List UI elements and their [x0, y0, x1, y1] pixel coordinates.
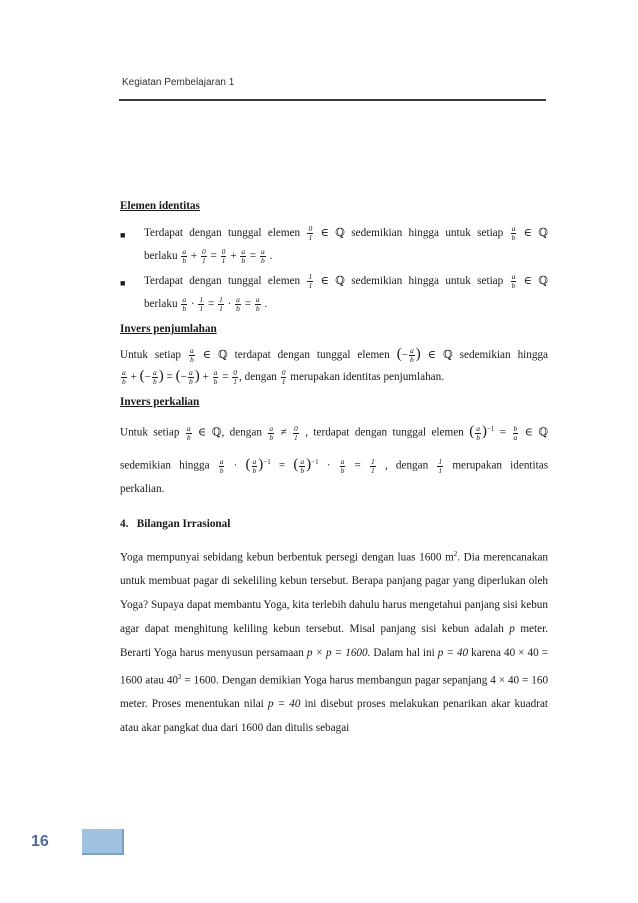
identity-item-2-line1: Terdapat dengan tunggal elemen $\frac{1}{1}$ ∈ ℚ sedemikian hingga untuk setiap $\frac{a}{b}$ ∈ ℚ — [144, 272, 549, 291]
additive-inverse-line1: Untuk setiap $\frac{a}{b}$ ∈ ℚ terdapat dengan tunggal elemen (− $\frac{a}{b}$ ) ∈ ℚ sedemikian hingga — [120, 346, 549, 365]
identity-item-1-line2: berlaku $\frac{a}{b}$ + $\frac{0}{1}$ = $\frac{0}{1}$ + $\frac{a}{b}$ = $\frac{a}{b}$ . — [144, 247, 273, 266]
header-rule — [119, 99, 546, 101]
identity-item-2 — [120, 273, 548, 313]
section-4-title: 4. Bilangan Irrasional — [120, 517, 231, 530]
identity-item-1 — [120, 225, 548, 265]
running-header: Kegiatan Pembelajaran 1 — [122, 77, 235, 88]
section-4-paragraph: Yoga mempunyai sebidang kebun berbentuk persegi dengan luas 1600 $m^2$. Dia merencanakan untuk membuat pagar di sekeliling kebun tersebut. Berapa panjang pagar yang diperlukan oleh Yoga? Supaya dapat membantu Yoga, kita terlebih dahulu harus mengetahui panjang sisi kebun agar dapat menghitung keliling kebun tersebut. Misal panjang sisi kebun adalah p meter. Berarti Yoga harus menyusun persamaan p × p = 1600. Dalam hal ini p = 40 karena 40 × 40 = 1600 atau $40^2 = 1600$. Dengan demikian Yoga harus membangun pagar sepanjang 4 × 40 = 160 meter. Proses menentukan nilai p = 40 ini disebut proses melakukan penarikan akar kuadrat atau akar pangkat dua dari 1600 dan ditulis sebagai — [120, 549, 549, 734]
page-number: 16 — [31, 833, 49, 850]
multiplicative-inverse-line2: sedemikian hingga $\frac{a}{b}$ · ( $\frac{a}{b}$ )$^{-1}$ = ( $\frac{a}{b}$ )$^{-1}$ · $\frac{a}{b}$ = $\frac{1}{1}$ , dengan $\frac{1}{1}$ merupakan identitas — [120, 456, 549, 475]
identity-item-1-line1: Terdapat dengan tunggal elemen $\frac{0}{1}$ ∈ ℚ sedemikian hingga untuk setiap $\frac{a}{b}$ ∈ ℚ — [144, 224, 549, 242]
bullet-icon: ■ — [120, 278, 126, 289]
bullet-icon: ■ — [120, 230, 126, 240]
heading-multiplicative-inverse: Invers perkalian — [120, 396, 200, 409]
heading-additive-inverse: Invers penjumlahan — [120, 323, 217, 336]
additive-inverse-line2: $\frac{a}{b}$ + (− $\frac{a}{b}$ ) = (− $\frac{a}{b}$ ) + $\frac{a}{b}$ = $\frac{0}{1}$ , dengan $\frac{0}{1}$ merupakan identitas penjumlahan. — [122, 368, 445, 387]
multiplicative-inverse-line1: Untuk setiap $\frac{a}{b}$ ∈ ℚ, dengan $\frac{a}{b}$ ≠ $\frac{0}{1}$ , terdapat dengan tunggal elemen ( $\frac{a}{b}$ )$^{-1}$ = $\frac{b}{a}$ ∈ ℚ — [120, 423, 549, 442]
page-tab-decoration — [82, 829, 124, 855]
page-content — [120, 198, 548, 741]
heading-identity: Elemen identitas — [120, 200, 200, 212]
multiplicative-inverse-line3: perkalian. — [120, 482, 165, 495]
identity-item-2-line2: berlaku $\frac{a}{b}$ · $\frac{1}{1}$ = $\frac{1}{1}$ · $\frac{a}{b}$ = $\frac{a}{b}$ . — [144, 295, 268, 314]
